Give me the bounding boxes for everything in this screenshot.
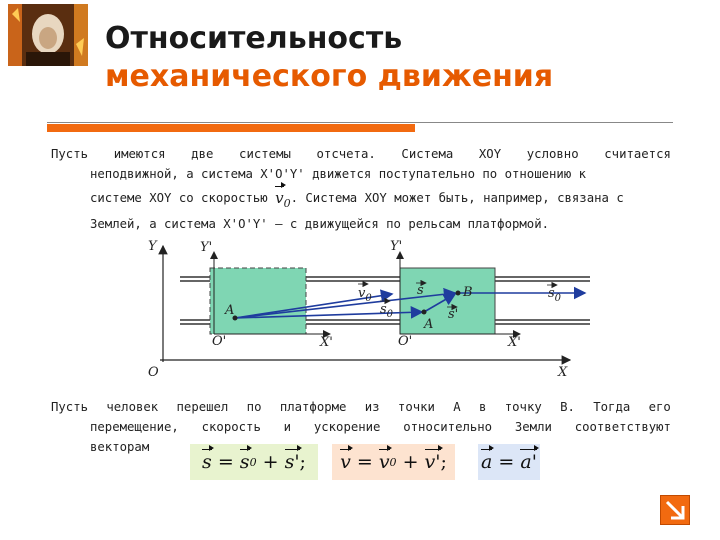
label-Y: Y: [148, 239, 157, 254]
subscript: 0: [554, 293, 562, 304]
label-X-prime-1: X': [320, 335, 333, 350]
label-v0: [358, 286, 372, 304]
formula-velocity: [332, 444, 455, 480]
label-s0: [380, 302, 394, 320]
vector-letter: s: [380, 302, 387, 317]
word: скорость: [201, 420, 261, 434]
point-b: [456, 291, 461, 296]
label-s0-right: [548, 286, 562, 304]
word: условно: [526, 147, 579, 161]
vector-a: a: [481, 451, 493, 473]
vector-v-prime: v': [424, 451, 441, 473]
word: Тогда: [593, 400, 631, 414]
word: и: [283, 420, 292, 434]
platform-initial: [210, 268, 306, 334]
vector-a-prime: a': [520, 451, 537, 473]
word: перемещение,: [90, 420, 179, 434]
word: соответствуют: [574, 420, 671, 434]
word: его: [648, 400, 671, 414]
title-line-1: Относительность: [105, 21, 403, 56]
outro-line-2: [51, 417, 671, 437]
title-line-2: механического движения: [105, 59, 554, 94]
label-A-initial: A: [225, 303, 235, 318]
label-X-prime-2: X': [508, 335, 521, 350]
word: Земли: [514, 420, 552, 434]
word: платформе: [279, 400, 347, 414]
word: В.: [560, 400, 575, 414]
vector-letter: s: [548, 286, 555, 301]
equals: =: [492, 451, 521, 473]
word: считается: [604, 147, 671, 161]
word: относительно: [403, 420, 493, 434]
vector-symbol: v: [275, 189, 284, 207]
equals: =: [350, 451, 379, 473]
label-X: X: [558, 365, 568, 380]
word: Пусть: [51, 400, 89, 414]
label-O-prime-1: O': [212, 334, 227, 349]
vector-letter: v: [358, 286, 366, 301]
label-B: B: [463, 285, 473, 300]
word: точки: [397, 400, 435, 414]
intro-line-4: Землей, а система X'O'Y' – с движущейся по рельсам платформой.: [90, 217, 550, 231]
semicolon: ;: [299, 451, 306, 473]
word: Пусть: [51, 147, 89, 161]
semicolon: ;: [440, 451, 447, 473]
next-slide-icon: [661, 496, 689, 524]
text: системе XOY со скоростью: [90, 191, 268, 205]
label-O: O: [148, 365, 159, 380]
word: из: [364, 400, 380, 414]
subscript: 0: [283, 197, 291, 210]
word: человек: [106, 400, 159, 414]
word: А: [453, 400, 461, 414]
next-slide-button[interactable]: [660, 495, 690, 525]
vector-s-prime: s': [284, 451, 300, 473]
label-Y-prime-1: Y': [200, 240, 213, 255]
word: XOY: [478, 147, 502, 161]
formula-displacement: [190, 444, 318, 480]
word: в: [479, 400, 487, 414]
word: точку: [504, 400, 542, 414]
text: . Система XOY может быть, например, связана с: [290, 191, 624, 205]
platform-moved: [400, 268, 495, 334]
word: Система: [401, 147, 454, 161]
intro-line-2: неподвижной, а система X'O'Y' движется поступательно по отношению к: [90, 167, 587, 181]
label-A-moved: A: [424, 317, 434, 332]
label-s: s: [417, 283, 424, 298]
vector-v: v: [340, 451, 351, 473]
word: две: [191, 147, 214, 161]
subscript: 0: [365, 293, 372, 304]
point-a-moved: [422, 310, 427, 315]
word: имеются: [113, 147, 166, 161]
subscript: 0: [386, 309, 394, 320]
outro-line-3: векторам: [90, 440, 150, 454]
subscript: 0: [389, 455, 397, 469]
label-s-prime: s': [448, 307, 459, 322]
equals: =: [211, 451, 240, 473]
label-O-prime-2: O': [398, 334, 413, 349]
plus: +: [396, 451, 425, 473]
word: перешел: [176, 400, 229, 414]
vector-s: s: [202, 451, 212, 473]
label-Y-prime-2: Y': [390, 239, 403, 254]
plus: +: [256, 451, 285, 473]
vector-v0: v: [378, 451, 390, 473]
word: системы: [239, 147, 291, 161]
outro-line-1: [51, 397, 671, 417]
subscript: 0: [249, 455, 257, 469]
word: по: [246, 400, 262, 414]
vector-s0: s: [239, 451, 250, 473]
word: отсчета.: [316, 147, 376, 161]
word: ускорение: [313, 420, 381, 434]
formula-acceleration: [478, 444, 540, 480]
